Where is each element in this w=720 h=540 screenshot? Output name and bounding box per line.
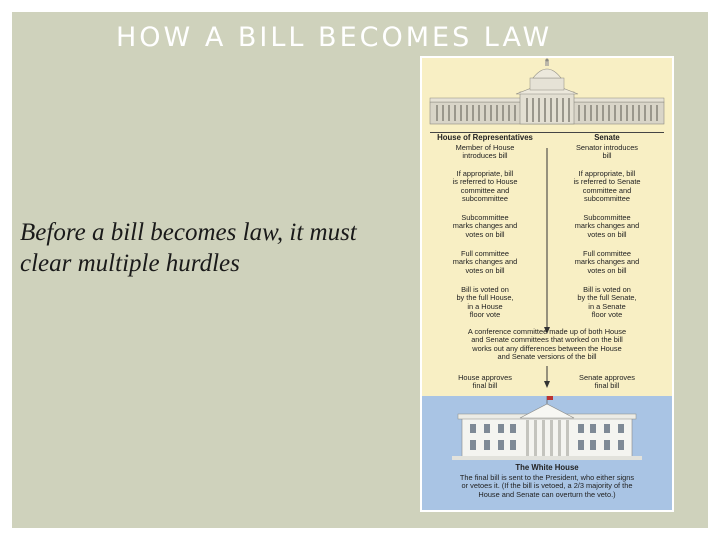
white-house-section	[422, 396, 672, 510]
senate-heading: Senate	[594, 133, 620, 142]
senate-step-introduce: Senator introduces bill	[575, 143, 639, 161]
house-step-introduce: Member of House introduces bill	[455, 143, 515, 161]
house-step-subcommittee: Subcommittee marks changes and votes on bill	[452, 213, 518, 239]
capitol-building-icon	[422, 58, 672, 130]
slide-background	[12, 12, 708, 528]
conference-committee-step: A conference committee made up of both House and Senate committees that worked on the bill works out any differences between the House and Senate versions of the bill	[467, 327, 627, 362]
senate-approves-step: Senate approves final bill	[579, 373, 635, 391]
slide-title: HOW A BILL BECOMES LAW	[116, 22, 553, 53]
bill-process-infographic	[420, 56, 674, 512]
white-house-icon	[422, 396, 672, 464]
senate-step-full-committee: Full committee marks changes and votes on bill	[574, 249, 640, 275]
senate-step-subcommittee: Subcommittee marks changes and votes on bill	[574, 213, 640, 239]
house-heading: House of Representatives	[437, 133, 533, 142]
house-approves-step: House approves final bill	[458, 373, 512, 391]
senate-step-floor-vote: Bill is voted on by the full Senate, in a Senate floor vote	[577, 285, 637, 320]
house-step-full-committee: Full committee marks changes and votes on bill	[452, 249, 518, 275]
white-house-text: The final bill is sent to the President, who either signs or vetoes it. (If the bill is vetoed, a 2/3 majority of the House and Senate can overturn the veto.)	[459, 473, 635, 499]
house-step-referred: If appropriate, bill is referred to House committee and subcommittee	[452, 169, 518, 204]
slide-body-text: Before a bill becomes law, it must clear multiple hurdles	[20, 219, 357, 277]
senate-step-referred: If appropriate, bill is referred to Senate committee and subcommittee	[573, 169, 641, 204]
white-house-heading: The White House	[515, 463, 579, 472]
house-step-floor-vote: Bill is voted on by the full House, in a House floor vote	[456, 285, 514, 320]
